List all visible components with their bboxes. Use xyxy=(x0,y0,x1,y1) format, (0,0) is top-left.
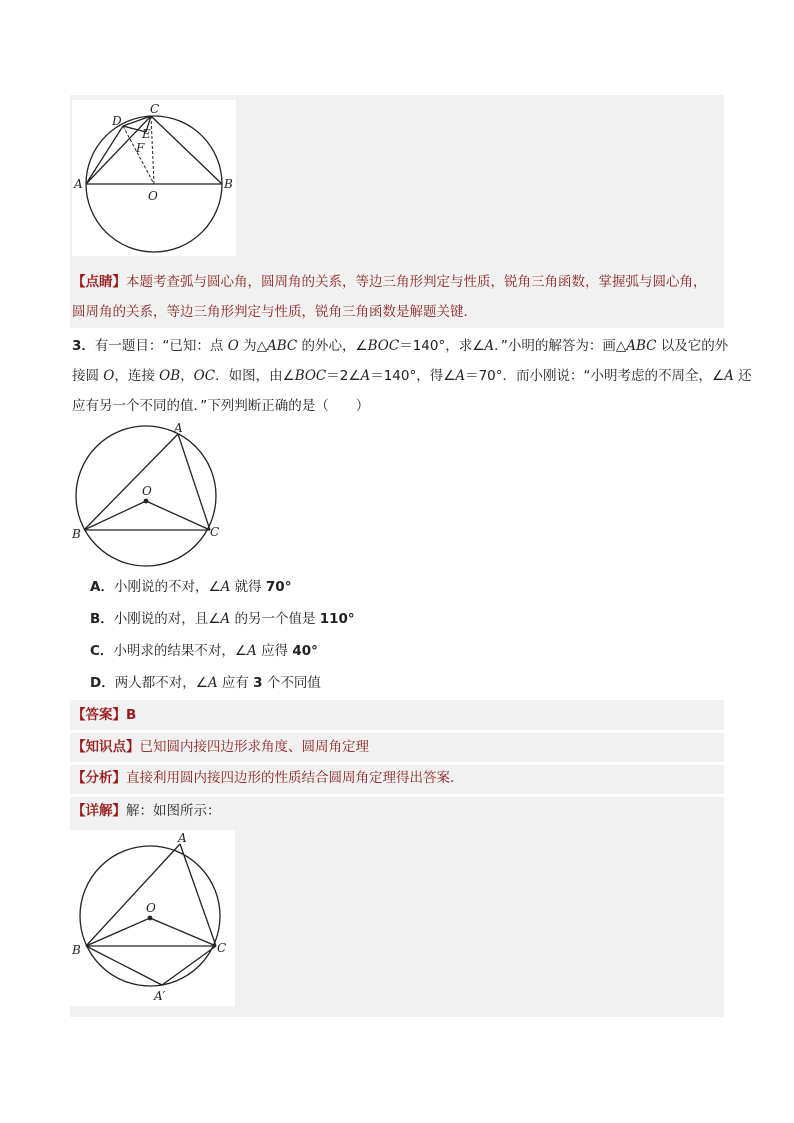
q-text: 以及它的外 xyxy=(656,338,729,354)
dianjing-line-1 xyxy=(72,272,707,292)
q-var: A xyxy=(360,368,371,384)
option-text: 应得 xyxy=(256,643,293,659)
detail-value: 解：如图所示： xyxy=(126,803,221,819)
fig3-label-o: O xyxy=(146,901,156,915)
knowledge-value: 已知圆内接四边形求角度、圆周角定理 xyxy=(139,739,369,755)
q-var: OC xyxy=(193,368,216,384)
analysis-value: 直接利用圆内接四边形的性质结合圆周角定理得出答案． xyxy=(126,770,464,786)
q-var: A xyxy=(724,368,734,384)
q-text: ．”小明的解答为：画△ xyxy=(494,338,627,354)
option-var: A xyxy=(207,675,218,691)
fig1-label-o: O xyxy=(148,189,158,203)
fig1-label-e: E xyxy=(142,127,151,141)
fig2-label-b: B xyxy=(72,527,81,541)
fig1-label-c: C xyxy=(150,102,160,116)
q-var: O xyxy=(227,338,239,354)
option-text: 的另一个值是 xyxy=(230,611,320,627)
q-text: ＝140°，求∠ xyxy=(399,338,485,354)
fig3-label-a-prime: A′ xyxy=(154,989,166,1003)
option-c[interactable] xyxy=(90,641,318,661)
fig3-label-c: C xyxy=(217,941,227,955)
question-line-3: 应有另一个不同的值．”下列判断正确的是（ ） xyxy=(72,398,370,414)
q-text: ＝70°．而小刚说：“小明考虑的不周全，∠ xyxy=(465,368,725,384)
answer-line xyxy=(72,705,136,725)
fig2-label-c: C xyxy=(210,525,220,539)
q-text: ， xyxy=(180,368,194,384)
fig1-label-f: F xyxy=(136,141,145,155)
option-value: 110° xyxy=(319,611,355,627)
option-key: C． xyxy=(90,643,114,659)
dianjing-line-2: 圆周角的关系，等边三角形判定与性质，锐角三角函数是解题关键． xyxy=(72,304,477,320)
fig3-label-b: B xyxy=(72,943,81,957)
answer-panel xyxy=(70,700,724,730)
figure-3 xyxy=(70,830,235,1006)
q-text: ，连接 xyxy=(114,368,160,384)
fig2-label-o: O xyxy=(142,484,152,498)
option-value: 3 xyxy=(253,675,263,691)
q-text: 的外心，∠ xyxy=(297,338,368,354)
dianjing-text-1: 本题考查弧与圆心角，圆周角的关系，等边三角形判定与性质，锐角三角函数，掌握弧与圆心角， xyxy=(126,274,707,290)
fig1-label-b: B xyxy=(224,177,233,191)
option-key: D． xyxy=(90,675,115,691)
figure-2-svg xyxy=(70,420,230,568)
answer-tag: 【答案】 xyxy=(72,707,126,723)
q-var: ABC xyxy=(266,338,298,354)
q-text: 还 xyxy=(733,368,752,384)
option-text: 个不同值 xyxy=(262,675,321,691)
option-value: 40° xyxy=(292,643,318,659)
fig3-label-a: A xyxy=(178,831,187,845)
option-d[interactable] xyxy=(90,673,321,693)
option-var: A xyxy=(220,579,231,595)
q-text: 有一题目：“已知：点 xyxy=(94,338,228,354)
figure-1 xyxy=(72,100,236,256)
option-var: A xyxy=(247,643,257,659)
analysis-tag: 【分析】 xyxy=(72,770,126,786)
option-text: 小明求的结果不对，∠ xyxy=(113,643,248,659)
q-text: ＝2∠ xyxy=(326,368,361,384)
q-var: BOC xyxy=(367,338,400,354)
option-key: A． xyxy=(90,579,114,595)
q-text: ＝140°，得∠ xyxy=(370,368,456,384)
detail-tag: 【详解】 xyxy=(72,803,126,819)
option-text: 就得 xyxy=(230,579,266,595)
q-var: O xyxy=(103,368,115,384)
knowledge-tag: 【知识点】 xyxy=(72,739,140,755)
q-var: A xyxy=(484,338,495,354)
q-var: OB xyxy=(159,368,181,384)
fig1-label-d: D xyxy=(112,114,122,128)
question-line-1 xyxy=(72,336,728,356)
fig1-label-a: A xyxy=(74,177,83,191)
q-text: ．如图，由∠ xyxy=(215,368,295,384)
q-var: ABC xyxy=(626,338,657,354)
knowledge-line xyxy=(72,737,369,757)
q-text: 为△ xyxy=(238,338,267,354)
figure-1-svg xyxy=(72,100,236,256)
q-text: 接圆 xyxy=(72,368,104,384)
question-line-2 xyxy=(72,366,752,386)
option-text: 小刚说的对，且∠ xyxy=(113,611,221,627)
option-key: B． xyxy=(90,611,114,627)
option-a[interactable] xyxy=(90,577,291,597)
q-var: BOC xyxy=(294,368,327,384)
dianjing-tag: 【点睛】 xyxy=(72,274,126,290)
q-var: A xyxy=(455,368,466,384)
option-value: 70° xyxy=(265,579,292,595)
fig2-label-a: A xyxy=(174,421,183,435)
figure-3-svg xyxy=(70,830,235,1006)
figure-2 xyxy=(70,420,230,568)
option-text: 小刚说的不对，∠ xyxy=(113,579,221,595)
detail-line xyxy=(72,801,221,821)
option-text: 应有 xyxy=(217,675,254,691)
analysis-line xyxy=(72,768,464,788)
question-number: 3． xyxy=(72,338,95,354)
option-b[interactable] xyxy=(90,609,355,629)
answer-value: B xyxy=(126,707,137,723)
option-text: 两人都不对，∠ xyxy=(114,675,208,691)
option-var: A xyxy=(220,611,231,627)
